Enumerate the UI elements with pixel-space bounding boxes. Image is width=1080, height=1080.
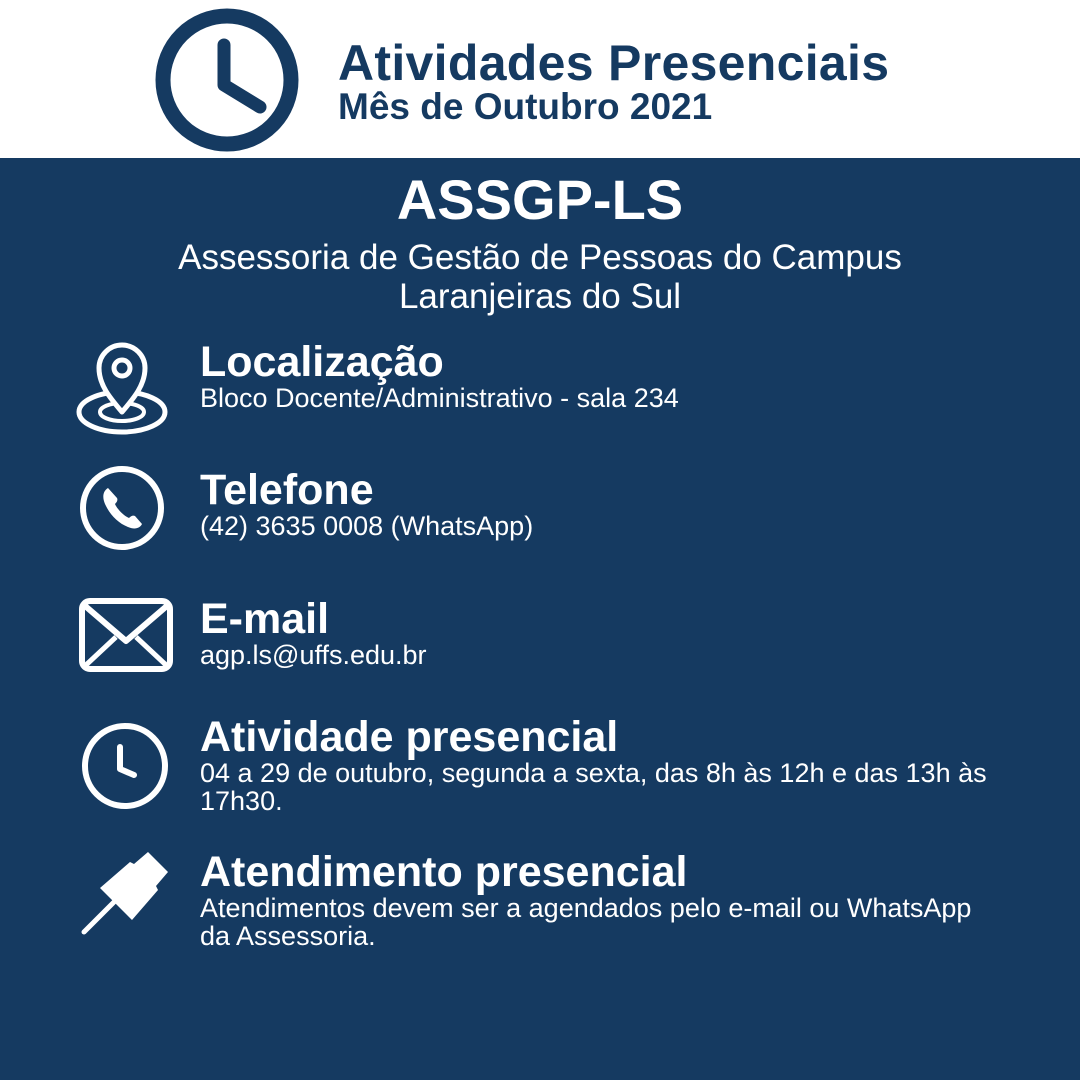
item-title: Telefone xyxy=(200,466,374,514)
item-text: 04 a 29 de outubro, segunda a sexta, das 8h às 12h e das 13h às 17h30. xyxy=(200,758,987,816)
item-title: E-mail xyxy=(200,595,330,643)
info-panel xyxy=(0,158,1080,1080)
header xyxy=(0,0,1080,158)
clock-icon xyxy=(154,7,300,153)
org-acronym: ASSGP-LS xyxy=(396,168,684,231)
item-title: Localização xyxy=(200,338,444,386)
page-subtitle: Mês de Outubro 2021 xyxy=(338,86,713,127)
org-full-name: Assessoria de Gestão de Pessoas do Campus Laranjeiras do Sul xyxy=(178,238,902,316)
item-text: agp.ls@uffs.edu.br xyxy=(200,640,427,670)
item-title: Atendimento presencial xyxy=(200,848,688,896)
location-pin-icon xyxy=(74,338,170,436)
item-title: Atividade presencial xyxy=(200,713,619,761)
item-text: (42) 3635 0008 (WhatsApp) xyxy=(200,511,534,541)
item-text: Atendimentos devem ser a agendados pelo e-mail ou WhatsApp da Assessoria. xyxy=(200,893,972,951)
phone-icon xyxy=(78,464,166,552)
envelope-icon xyxy=(78,597,174,673)
pushpin-icon xyxy=(78,848,174,938)
page-title: Atividades Presenciais xyxy=(338,35,890,91)
item-text: Bloco Docente/Administrativo - sala 234 xyxy=(200,383,679,413)
clock-icon xyxy=(80,721,170,811)
